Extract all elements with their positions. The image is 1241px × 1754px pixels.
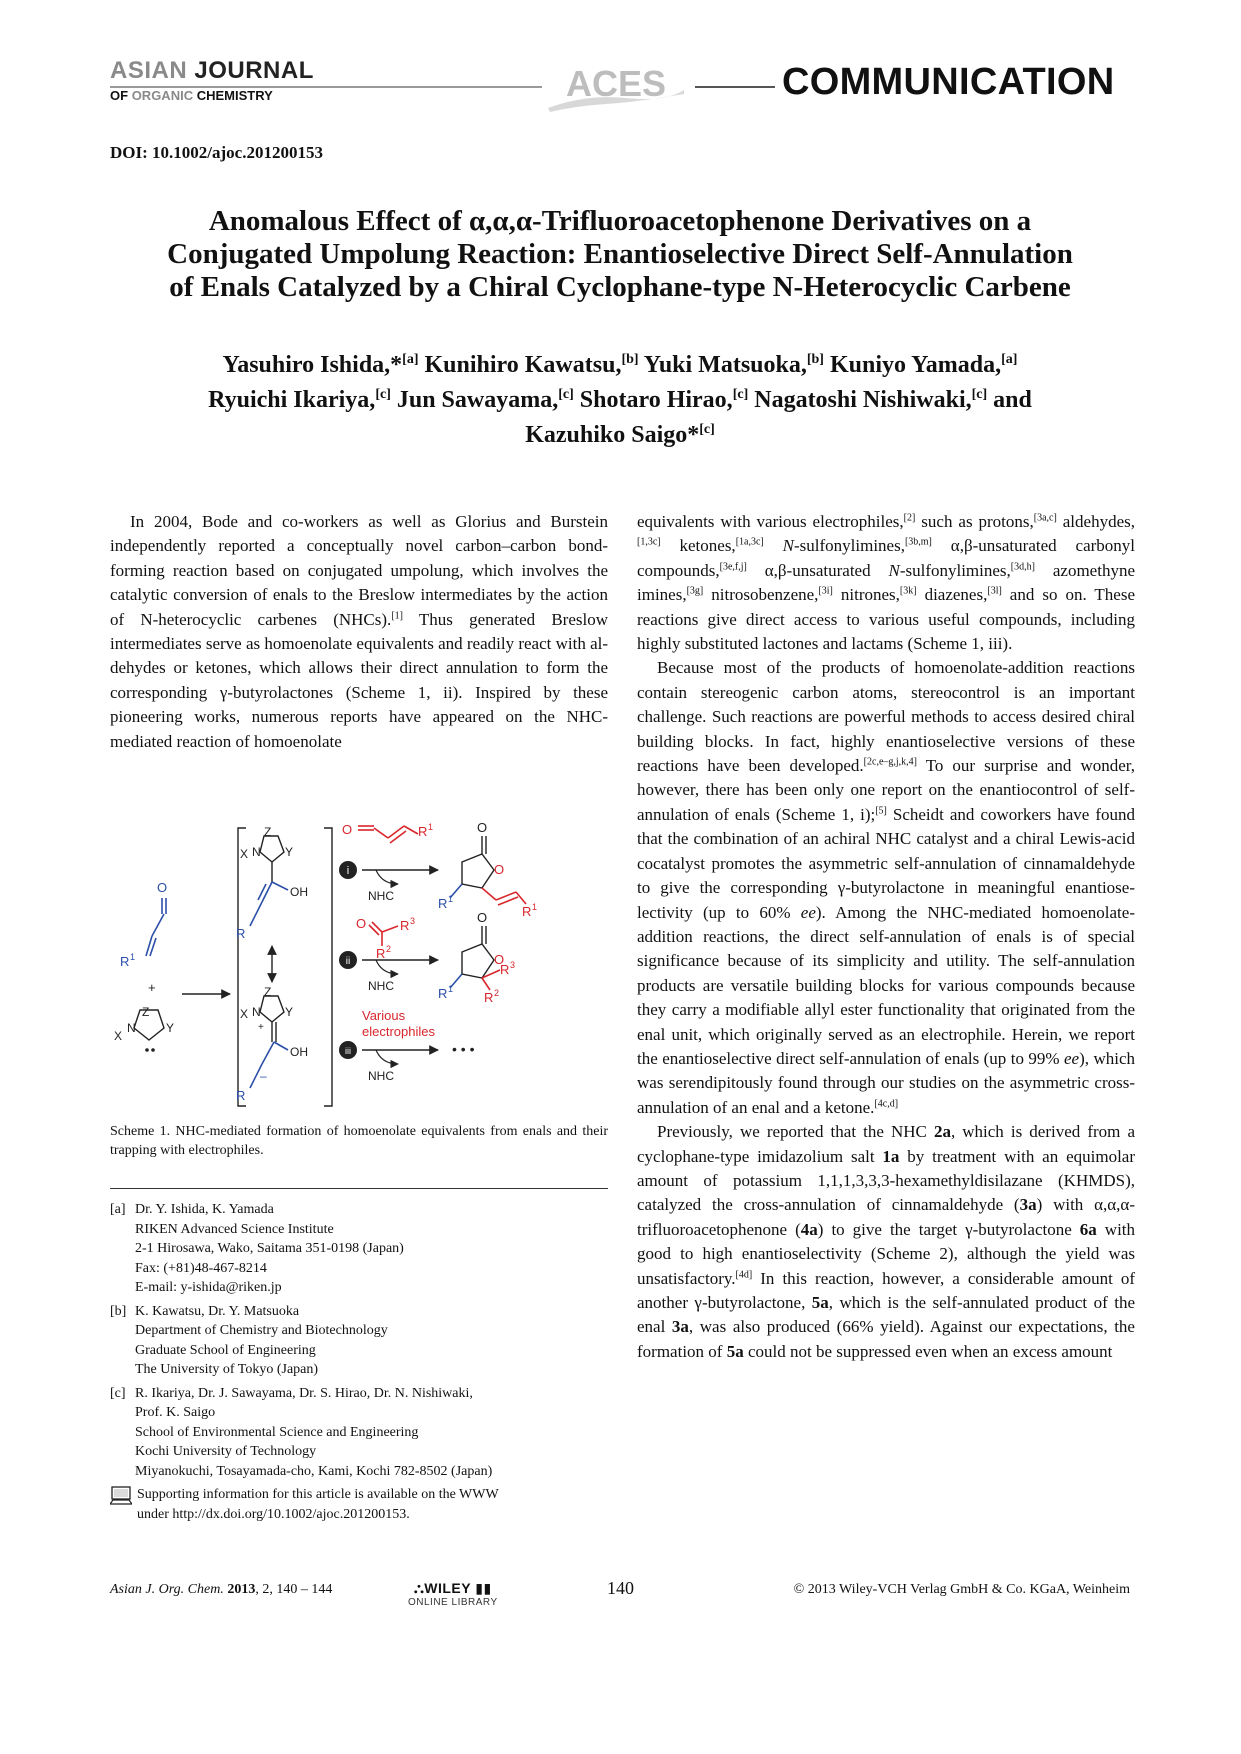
reference-citation: [3i] (818, 585, 833, 597)
text-run: aldehydes, (1056, 512, 1135, 531)
author-list (120, 345, 1120, 450)
journal-subname-word-3: CHEMISTRY (196, 88, 273, 103)
title-line: of Enals Catalyzed by a Chiral Cyclophane-type N-Heterocyclic Carbene (169, 271, 1071, 303)
breslow-intermediate-bottom (260, 996, 284, 1042)
atom-label-o: O (356, 916, 367, 931)
text-run: and so on. These reactions give direct access to various useful compounds, including highly substituted lactones and lactams (Scheme 1, iii). (637, 585, 1135, 654)
byproduct-arrow (376, 1050, 398, 1064)
footnote-line: R. Ikariya, Dr. J. Sawayama, Dr. S. Hirao, Dr. N. Nishiwaki, (135, 1385, 473, 1401)
journal-name-word-2: JOURNAL (194, 57, 314, 84)
atom-label-o: O (494, 862, 505, 877)
nhc-label: NHC (368, 1069, 394, 1083)
atom-label-y: Y (285, 1005, 294, 1019)
substituent-r: R (484, 990, 494, 1005)
plus-sign: + (148, 980, 156, 995)
footnote-line: Miyanokuchi, Tosayamada-cho, Kami, Kochi 782-8502 (Japan) (135, 1463, 493, 1479)
superscript: 1 (130, 952, 136, 962)
text-run: -sulfonylimines, (793, 536, 905, 556)
author-name: Kazuhiko Saigo* (525, 422, 700, 448)
bracket-left (238, 828, 249, 1106)
breslow-intermediate-top (260, 836, 284, 882)
italic-run: ee (1064, 1048, 1080, 1068)
citation-year: 2013 (227, 1582, 256, 1597)
page-number: 140 (607, 1578, 634, 1598)
carbene-lone-pair (145, 1048, 149, 1052)
reference-citation: [3a,c] (1033, 512, 1057, 524)
footnote-line: Prof. K. Saigo (135, 1405, 216, 1420)
atom-label-y: Y (285, 845, 294, 859)
body-paragraph (637, 1120, 1135, 1364)
step-iii (339, 1041, 357, 1059)
citation-details: , 2, 140 – 144 (255, 1582, 333, 1597)
text-run: Previously, we reported that the NHC (657, 1122, 934, 1142)
text-run: Scheidt and coworkers have found that the combination of an achiral NHC catalyst and a chiral Lewis-acid cocatalyst promotes the asymmetric self-annulation of cinnamaldehyde to give the corresponding γ-butyrolactone in meaningful enantioselectivity (up to 60% (637, 804, 1135, 922)
text-run: nitrones, (832, 585, 900, 605)
text-run: ). Among the NHC-mediated homoenolate-addition reactions, the direct self-annulation of enals is of special significance because of its simplicity and utility. The self-annulation products are versatile building blocks for various compounds because they carry a modifiable allyl ester functionality that originated from the enal unit, which originally served as an electrophile. Herein, we report the enantioselective direct self-annulation of enals (up to 99% (637, 902, 1135, 1068)
computer-icon (110, 1486, 132, 1506)
wiley-emblem-icon: ⛬ (413, 1580, 425, 1596)
author-name: Kuniyo Yamada, (829, 352, 1002, 378)
copyright: © 2013 Wiley-VCH Verlag GmbH & Co. KGaA, Weinheim (793, 1582, 1130, 1597)
reference-citation: [3k] (899, 585, 917, 597)
step-label: iii (345, 1046, 351, 1056)
scheme-1-graphic (112, 818, 608, 1118)
text-run: In this reaction, however, a considerable amount of another γ-butyrolactone, (637, 1268, 1135, 1312)
body-paragraph (637, 510, 1135, 656)
atom-label-o: O (342, 822, 353, 837)
nhc-label: NHC (368, 979, 394, 993)
atom-label-x: X (114, 1029, 123, 1043)
body-column-left (110, 510, 608, 754)
text-run: α,β-unsaturated (746, 560, 889, 580)
italic-run: N (782, 536, 794, 556)
reference-citation: [3g] (686, 585, 704, 597)
journal-subname-word-2: ORGANIC (131, 88, 194, 103)
wiley-logo (408, 1580, 498, 1608)
supporting-info-line: under http://dx.doi.org/10.1002/ajoc.201200153. (137, 1506, 410, 1522)
text-run: with good to high enantioselectivity (Scheme 2), although the yield was unsatisfactory. (637, 1219, 1136, 1288)
citation (110, 1582, 332, 1598)
text-run: by treatment with an equimolar amount of potassium 1,1,1,3,3,3-hexamethyldisilazane (KHMDS), catalyzed the cross-annulation of cinnamaldehyde ( (637, 1146, 1135, 1215)
atom-label-n: N (252, 845, 261, 859)
hydroxyl-label: OH (290, 885, 308, 899)
carbene-lone-pair (151, 1048, 155, 1052)
publisher-subtitle: ONLINE LIBRARY (408, 1597, 498, 1608)
substituent-r: R (418, 824, 428, 839)
ellipsis: • • • (452, 1041, 475, 1057)
byproduct-arrow (376, 960, 398, 974)
header-rule-left (110, 86, 542, 88)
footnote-line: The University of Tokyo (Japan) (135, 1362, 319, 1377)
substituent-r: R (236, 1088, 246, 1103)
journal-name-word-1: ASIAN (110, 57, 188, 84)
header-rule-right (695, 86, 775, 88)
scheme-caption: Scheme 1. NHC-mediated formation of homoenolate equivalents from enals and their trapping with electrophiles. (110, 1124, 608, 1158)
compound-label: 6a (1079, 1219, 1097, 1239)
enal-structure (146, 898, 166, 956)
substituent-r: R (120, 954, 130, 969)
supporting-info-line: Supporting information for this article is available on the WWW (137, 1487, 499, 1502)
various-electrophiles-line-2: electrophiles (362, 1024, 435, 1039)
author-name: Ryuichi Ikariya, (208, 387, 376, 413)
author-name: Shotaro Hirao, (579, 387, 733, 413)
publisher-name: WILEY (424, 1580, 471, 1596)
charge-plus: + (258, 1022, 264, 1033)
text-run: could not be suppressed even when an excess amount (743, 1341, 1113, 1361)
article-title (100, 205, 1140, 304)
footnote-rule (110, 1188, 608, 1189)
step-ii (339, 951, 357, 969)
footnote-line: Kochi University of Technology (135, 1444, 317, 1459)
supporting-information-note (110, 1485, 610, 1524)
text-run: nitrosobenzene, (703, 585, 819, 605)
substituent-r: R (376, 946, 386, 961)
compound-label: 1a (882, 1146, 900, 1166)
compound-label: 5a (811, 1293, 829, 1312)
footnote-tag: [a] (110, 1202, 126, 1217)
aces-logo-text: ACES (565, 64, 667, 104)
title-line: Anomalous Effect of α,α,α-Trifluoroacetophenone Derivatives on a (208, 205, 1032, 237)
footnote-line: Fax: (+81)48-467-8214 (135, 1260, 267, 1276)
italic-run: N (888, 560, 900, 580)
reference-citation: [1,3c] (637, 536, 661, 548)
text-run: ) to give the target γ-butyrolactone (817, 1219, 1080, 1239)
text-run: Because most of the products of homoenolate-addition reactions contain stereogenic carbon atoms, stereocontrol is an important challenge. Such reactions are powerful methods to access desired chiral building blocks. In fact, highly enantioselective versions of these reactions have been developed. (637, 658, 1135, 776)
compound-label: 4a (800, 1219, 818, 1239)
italic-run: ee (800, 902, 816, 922)
substituent-r: R (522, 904, 532, 919)
affiliation-c (110, 1384, 610, 1482)
enol-fragment (250, 882, 288, 926)
compound-label: 3a (671, 1317, 689, 1337)
hydroxyl-label: OH (290, 1045, 308, 1059)
compound-label: 3a (1019, 1195, 1037, 1215)
text-run: , was also produced (66% yield). Against our expectations, the formation of (637, 1317, 1135, 1361)
nhc-label: NHC (368, 889, 394, 903)
reference-citation: [2] (903, 512, 916, 524)
reference-citation: [4c,d] (874, 1098, 899, 1110)
footnote-line: RIKEN Advanced Science Institute (135, 1221, 334, 1237)
affiliation-b (110, 1302, 610, 1380)
superscript: 2 (494, 988, 500, 998)
author-name: Kunihiro Kawatsu, (424, 352, 622, 378)
footnote-line: Department of Chemistry and Biotechnology (135, 1323, 388, 1338)
affiliation-mark: [c] (375, 387, 391, 402)
body-column-right (637, 510, 1135, 1364)
page-footer (110, 1580, 1130, 1620)
author-name: Yuki Matsuoka, (643, 352, 807, 378)
body-paragraph (110, 510, 608, 754)
text-run: , which is the self-annulated product of the enal (637, 1293, 1135, 1337)
atom-label-o: O (494, 952, 505, 967)
product-i-vinyl (482, 888, 526, 905)
reference-citation: [5] (875, 805, 887, 817)
atom-label-o: O (157, 880, 168, 895)
compound-label: 5a (726, 1341, 744, 1361)
reference-citation: [1a,3c] (735, 536, 764, 548)
author-separator: and (987, 387, 1032, 413)
body-paragraph (637, 656, 1135, 1120)
text-run: -sulfonylimines, (899, 560, 1011, 580)
atom-label-n: N (127, 1021, 136, 1035)
affiliation-mark: [c] (558, 387, 574, 402)
footnote-line: School of Environmental Science and Engineering (135, 1424, 419, 1440)
atom-label-z: Z (142, 1005, 150, 1019)
footnote-line: Dr. Y. Ishida, K. Yamada (135, 1202, 274, 1217)
text-run: In 2004, Bode and co-workers as well as Glorius and Burstein independently reported a conceptually novel carbon–carbon bond-forming reaction based on conjugated umpolung, which involves the catalytic conversion of enals to the Breslow intermediates by the action of N-heterocyclic carbenes (NHCs). (110, 512, 608, 629)
footnote-tag: [b] (110, 1303, 127, 1319)
superscript: 3 (510, 960, 516, 970)
superscript: 2 (386, 944, 392, 954)
text-run: Thus generated Breslow intermediates serve as homoenolate equivalents and readily react with aldehydes or ketones, which allows their direct annulation to form the corresponding γ-butyrolactones (Scheme 1, ii). Inspired by these pioneering works, numerous reports have appeared on the NHC-mediated reaction of homoenolate (110, 609, 609, 751)
substituent-r: R (500, 962, 510, 977)
atom-label-n: N (252, 1005, 261, 1019)
footnote-line: 2-1 Hirosawa, Wako, Saitama 351-0198 (Japan) (135, 1241, 404, 1256)
footnote-line: Graduate School of Engineering (135, 1342, 316, 1358)
step-label: i (346, 865, 350, 877)
reference-citation: [3e,f,j] (719, 561, 747, 573)
title-line: Conjugated Umpolung Reaction: Enantioselective Direct Self-Annulation (167, 238, 1073, 270)
text-run: diazenes, (916, 585, 988, 605)
affiliation-mark: [b] (621, 352, 639, 367)
reference-citation: [2c,e–g,j,k,4] (863, 756, 917, 768)
footnote-line: E-mail: y-ishida@riken.jp (135, 1280, 282, 1295)
author-name: Yasuhiro Ishida,* (222, 352, 403, 378)
superscript: 1 (448, 894, 454, 904)
affiliation-mark: [a] (1001, 352, 1018, 367)
atom-label-x: X (240, 847, 249, 861)
affiliation-mark: [a] (402, 352, 419, 367)
affiliation-mark: [c] (732, 387, 749, 402)
text-run: such as protons, (915, 512, 1034, 531)
atom-label-z: Z (264, 985, 272, 999)
charge-minus: – (260, 1069, 267, 1083)
superscript: 3 (410, 916, 416, 926)
reference-citation: [3d,h] (1010, 561, 1035, 573)
text-run: azomethyne imines, (637, 560, 1135, 605)
atom-label-x: X (240, 1007, 249, 1021)
reference-citation: [1] (391, 609, 403, 621)
product-lactone-i (462, 836, 494, 888)
substituent-r: R (400, 918, 410, 933)
journal-subname-word-1: OF (110, 88, 129, 103)
article-type: COMMUNICATION (782, 61, 1115, 103)
substituent-r: R (236, 926, 246, 941)
text-run: ) with α,α,α-trifluoroacetophenone ( (637, 1195, 1135, 1239)
electrophile-ketone (369, 922, 398, 946)
text-run: ketones, (660, 536, 736, 556)
doi: DOI: 10.1002/ajoc.201200153 (110, 143, 323, 162)
atom-label-z: Z (264, 825, 272, 839)
affiliation-footnotes (110, 1200, 610, 1524)
substituent-r: R (438, 896, 448, 911)
footnote-tag: [c] (110, 1385, 126, 1401)
step-label: ii (345, 956, 351, 967)
reference-citation: [3l] (987, 585, 1002, 597)
affiliation-a (110, 1200, 610, 1298)
compound-label: 2a (933, 1122, 951, 1142)
author-name: Jun Sawayama, (396, 387, 559, 413)
reference-citation: [3b,m] (904, 536, 932, 548)
journal-logo (110, 58, 314, 104)
author-name: Nagatoshi Nishiwaki, (754, 387, 972, 413)
reference-citation: [4d] (735, 1268, 753, 1280)
library-icon: ▮▮ (470, 1580, 492, 1596)
superscript: 1 (428, 822, 434, 832)
substituent-r: R (438, 986, 448, 1001)
text-run: To our surprise and wonder, however, there has been only one report on the enantiocontrol of self-annulation of enals (Scheme 1, i); (637, 756, 1135, 824)
product-lactone-ii (462, 926, 494, 978)
affiliation-mark: [c] (971, 387, 988, 402)
text-run: α,β-unsaturated carbonyl compounds, (637, 536, 1135, 580)
citation-journal: Asian J. Org. Chem. (110, 1582, 224, 1597)
text-run: , which is derived from a cyclophane-type imidazolium salt (637, 1122, 1136, 1166)
text-run: equivalents with various electrophiles, (637, 512, 904, 531)
various-electrophiles-line-1: Various (362, 1008, 406, 1023)
superscript: 1 (532, 902, 538, 912)
footnote-line: K. Kawatsu, Dr. Y. Matsuoka (135, 1303, 300, 1319)
atom-label-y: Y (166, 1021, 175, 1035)
text-run: ), which was serendipitously found through our studies on the asymmetric cross-annulation of an enal and a ketone. (637, 1048, 1135, 1117)
affiliation-mark: [c] (699, 422, 715, 437)
enolate-fragment (250, 1042, 288, 1088)
bracket-right (324, 828, 332, 1106)
aces-logo (546, 64, 686, 116)
superscript: 1 (448, 984, 454, 994)
text-run (764, 536, 783, 555)
atom-label-o: O (477, 820, 488, 835)
affiliation-mark: [b] (806, 352, 824, 367)
atom-label-o: O (477, 910, 488, 925)
byproduct-arrow (376, 870, 398, 884)
step-i (339, 861, 357, 879)
electrophile-enal (358, 826, 418, 843)
